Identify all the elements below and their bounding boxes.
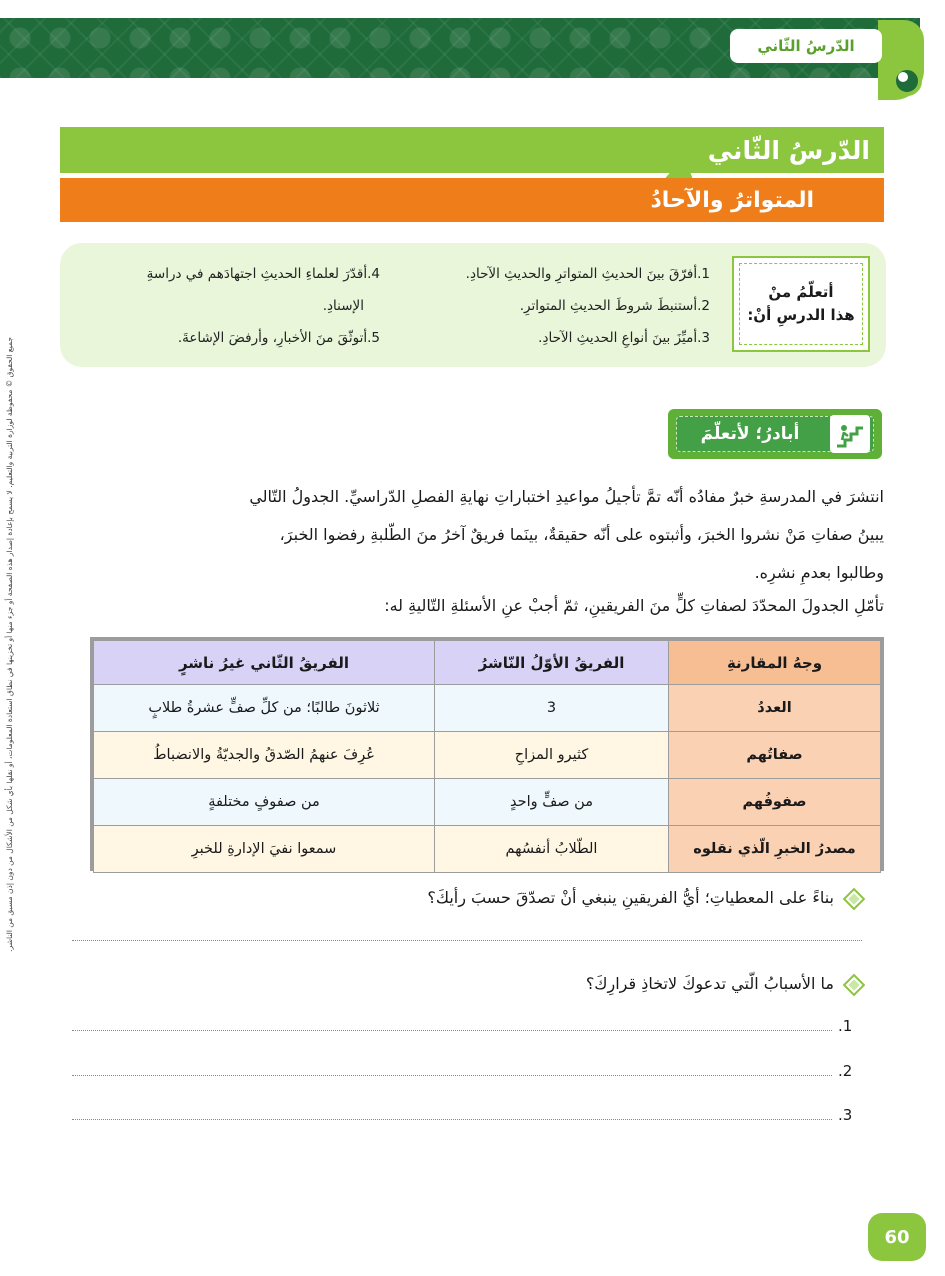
objective-item: 5.أتوثّقَ منَ الأخبارِ، وأرفضَ الإشاعةَ. [177, 330, 380, 346]
table-header-cell: الفريقُ الأوّلُ النّاشرُ [435, 641, 669, 685]
intro-line: يبينُ صفاتِ مَنْ نشروا الخبرَ، وأثبتوه على أنّه حقيقةٌ، بينَما فريقٌ آخرُ منَ الطّلبةِ رفضوا الخبرَ، [279, 525, 884, 544]
objectives-heading-line2: هذا الدرسِ أنْ: [747, 306, 855, 324]
copyright-note: جميع الحقوق © محفوظة لوزارة التربية والتعليم. لا يسمح بإعادة إصدار هذه الصفحة أو جزء منها أو تخزينها في نطاق استعادة المعلومات، أو نقلها بأي شكل من الأشكال من دون إذن مسبق من الناشر. [5, 337, 14, 952]
table-row-label: صفوفُهم [669, 779, 881, 826]
table-cell: 3 [435, 685, 669, 732]
intro-line: انتشرَ في المدرسةِ خبرٌ مفادُه أنّه تمَّ تأجيلُ مواعيدِ اختباراتِ نهايةِ الفصلِ الدّراسيِّ. الجدولُ التّالي [249, 487, 884, 506]
start-learning-label: أبادرُ؛ لأتعلّمَ [700, 424, 800, 444]
table-cell: من صفوفٍ مختلفةٍ [94, 779, 435, 826]
answer-line-q1[interactable] [72, 940, 862, 941]
table-cell: ثلاثونَ طالبًا؛ من كلِّ صفٍّ عشرةُ طلابٍ [94, 685, 435, 732]
objectives-heading-box [732, 256, 870, 352]
objective-item-continued: الإسنادِ. [322, 298, 364, 314]
question-1 [80, 885, 862, 911]
answer-number: 1. [838, 1017, 853, 1035]
comparison-table [90, 637, 884, 871]
answer-number: 3. [838, 1106, 853, 1124]
table-row-label: صفاتُهم [669, 732, 881, 779]
table-cell: كثيرو المزاحِ [435, 732, 669, 779]
intro-line: وطالبوا بعدمِ نشرِه. [754, 563, 884, 582]
intro-instruction: تأمّلِ الجدولَ المحدّدَ لصفاتِ كلٍّ منَ الفريقينِ، ثمّ أجبْ عنِ الأسئلةِ التّاليةِ له: [384, 596, 884, 615]
diamond-bullet-icon [843, 887, 866, 910]
table-cell: من صفٍّ واحدٍ [435, 779, 669, 826]
lesson-number-title: الدّرسُ الثّاني [60, 127, 884, 173]
objective-item: 3.أميِّزَ بينَ أنواعِ الحديثِ الآحادِ. [538, 330, 710, 346]
header-edge-dot-center [898, 72, 908, 82]
objectives-heading-line1: أتعلّمُ منْ [768, 282, 834, 301]
objective-item: 2.أستنبطَ شروطَ الحديثِ المتواترِ. [519, 298, 710, 314]
stairs-climb-icon [830, 415, 870, 453]
table-row-label: العددُ [669, 685, 881, 732]
objective-item: 1.أفرّقَ بينَ الحديثِ المتواترِ والحديثِ الآحادِ. [465, 266, 710, 282]
table-header-cell: الفريقُ الثّاني غيرُ ناشرٍ [94, 641, 435, 685]
table-row-label: مصدرُ الخبرِ الّذي نقلوه [669, 826, 881, 873]
table-cell: عُرِفَ عنهمُ الصّدقُ والجديّةُ والانضباطُ [94, 732, 435, 779]
answer-line[interactable] [72, 1030, 832, 1031]
question-1-text: بناءً على المعطياتِ؛ أيُّ الفريقينِ ينبغي أنْ تصدّقَ حسبَ رأيكَ؟ [427, 888, 834, 907]
header-edge-dot [892, 66, 922, 96]
answer-line[interactable] [72, 1119, 832, 1120]
answer-line[interactable] [72, 1075, 832, 1076]
lesson-topic-title: المتواترُ والآحادُ [60, 178, 884, 222]
header-lesson-badge: الدّرسُ الثّاني [730, 29, 882, 63]
table-cell: الطّلابُ أنفسُهم [435, 826, 669, 873]
question-2 [80, 971, 862, 997]
question-2-text: ما الأسبابُ الّتي تدعوكَ لاتخاذِ قرارِكَ؟ [585, 974, 834, 993]
objective-item: 4.أقدّرَ لعلماءِ الحديثِ اجتهادَهم في دراسةِ [146, 266, 380, 282]
answer-number: 2. [838, 1062, 853, 1080]
table-header-cell: وجهُ المقارنةِ [669, 641, 881, 685]
table-cell: سمعوا نفيَ الإدارةِ للخبرِ [94, 826, 435, 873]
page-number: 60 [868, 1213, 926, 1261]
diamond-bullet-icon [843, 973, 866, 996]
